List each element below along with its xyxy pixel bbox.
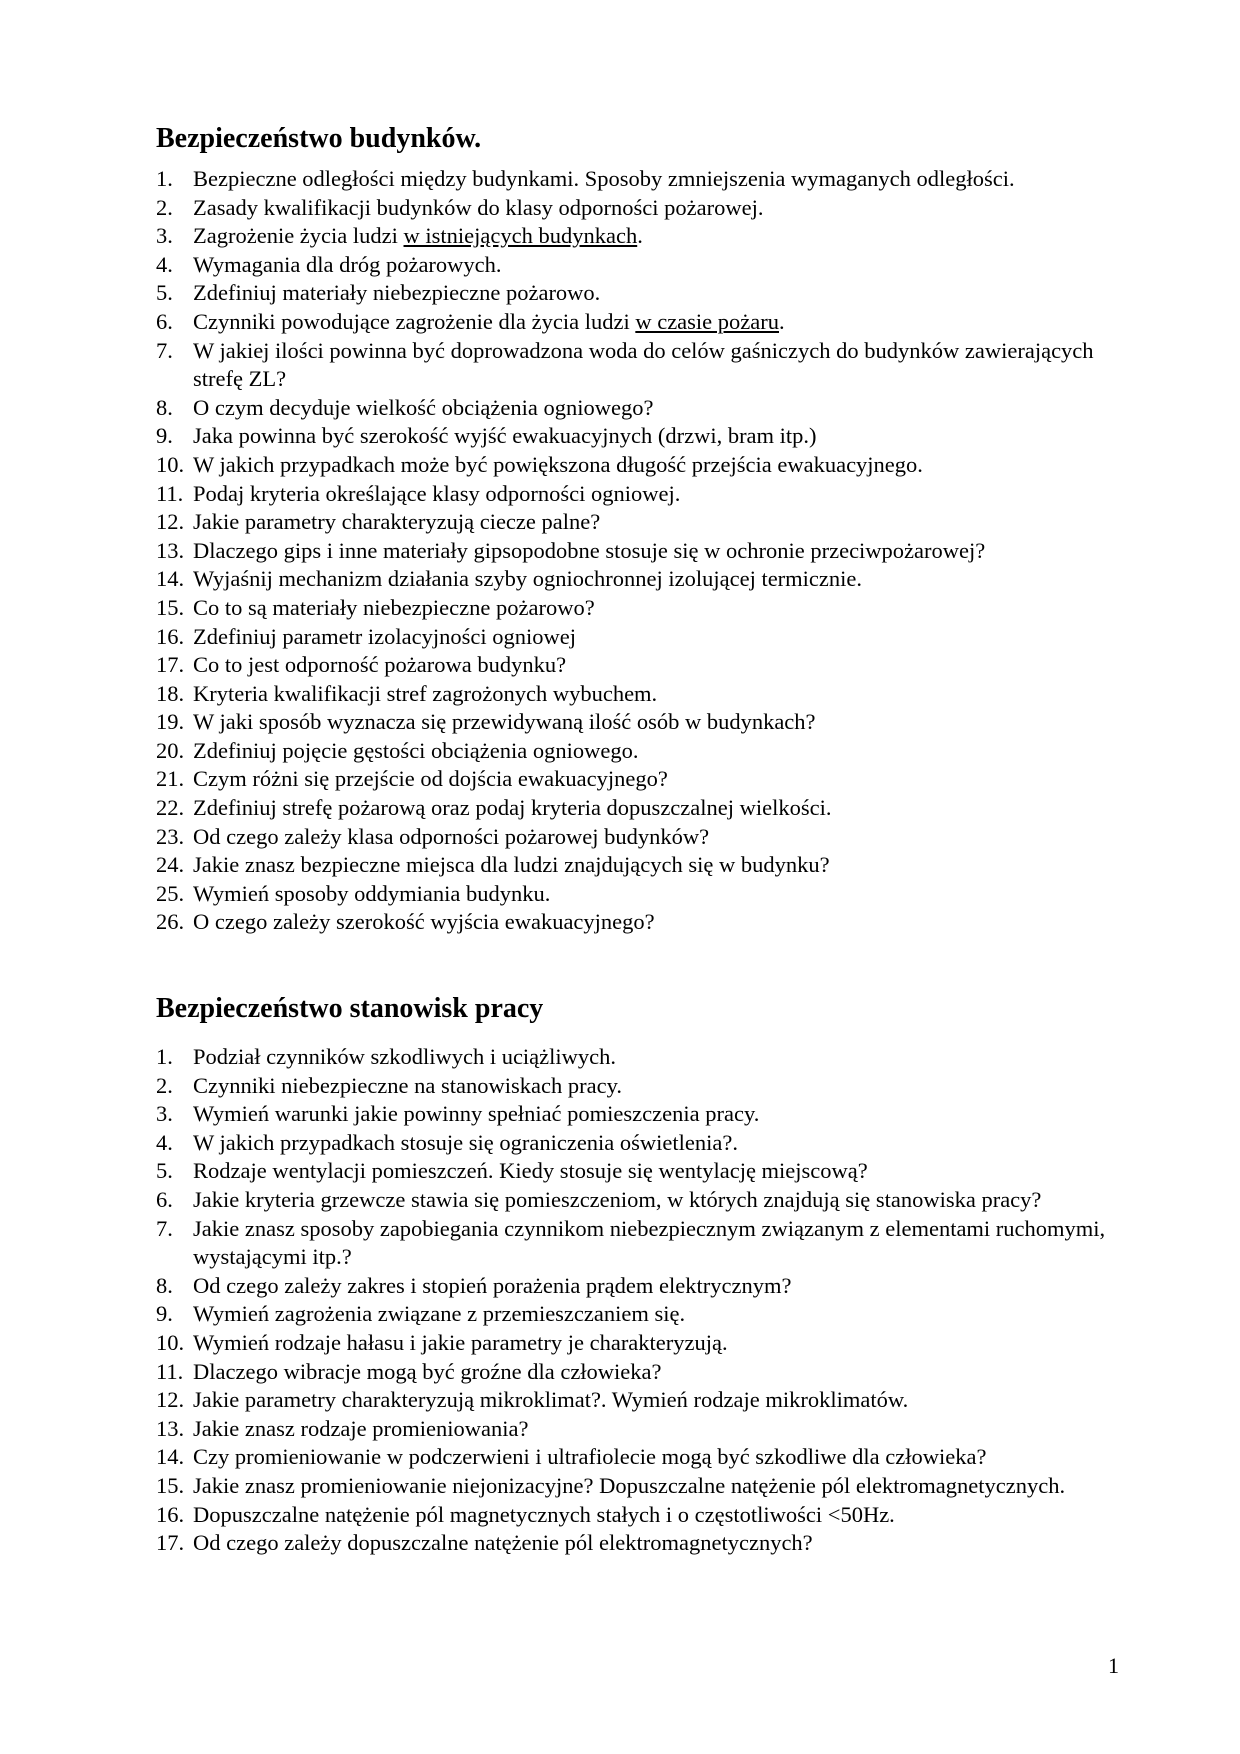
question-text-part: Wymień rodzaje hałasu i jakie parametry je charakteryzują. — [193, 1329, 728, 1355]
question-text — [193, 1101, 759, 1126]
question-item — [156, 194, 1116, 223]
question-text — [193, 166, 1015, 191]
question-text-part: Jakie parametry charakteryzują ciecze palne? — [193, 509, 601, 535]
question-item — [156, 537, 1116, 566]
question-item — [156, 1529, 1116, 1558]
question-text-part: W jakich przypadkach może być powiększona długość przejścia ewakuacyjnego. — [193, 451, 923, 477]
question-item — [156, 1443, 1116, 1472]
question-text-part: Podział czynników szkodliwych i uciążliwych. — [193, 1044, 617, 1069]
question-number: 12. — [156, 509, 185, 535]
question-number: 18. — [156, 680, 185, 706]
question-text — [193, 766, 668, 791]
question-text-part: Od czego zależy dopuszczalne natężenie pól elektromagnetycznych? — [193, 1530, 813, 1556]
question-number: 17. — [156, 1530, 185, 1556]
question-text — [193, 481, 680, 506]
question-number: 23. — [156, 823, 185, 849]
question-item — [156, 222, 1116, 251]
question-text — [193, 909, 655, 934]
question-text-part: Zasady kwalifikacji budynków do klasy odporności pożarowej. — [193, 194, 764, 220]
question-text — [193, 509, 600, 534]
question-text — [193, 709, 816, 734]
question-number: 15. — [156, 1472, 185, 1498]
question-text — [193, 423, 817, 448]
question-number: 16. — [156, 623, 185, 649]
question-text-part: Zagrożenie życia ludzi — [193, 223, 404, 249]
question-text-part: Podaj kryteria określające klasy odporności ogniowej. — [193, 480, 681, 506]
question-text — [193, 852, 830, 877]
question-number: 8. — [156, 1272, 173, 1298]
question-number: 13. — [156, 1415, 185, 1441]
question-item — [156, 1358, 1116, 1387]
question-number: 26. — [156, 909, 185, 935]
question-text-part: Czym różni się przejście od dojścia ewakuacyjnego? — [193, 766, 668, 792]
question-text — [193, 1444, 986, 1469]
question-text — [193, 252, 502, 277]
question-text — [193, 1359, 662, 1384]
question-number: 5. — [156, 1158, 173, 1184]
question-item — [156, 1472, 1116, 1501]
question-text-part: Zdefiniuj materiały niebezpieczne pożarowo. — [193, 280, 601, 306]
question-number: 2. — [156, 1072, 173, 1098]
question-item — [156, 851, 1116, 880]
question-item — [156, 279, 1116, 308]
question-text — [193, 1416, 528, 1441]
question-text-part: Co to są materiały niebezpieczne pożarowo? — [193, 594, 595, 620]
question-text-part: W jaki sposób wyznacza się przewidywaną ilość osób w budynkach? — [193, 709, 816, 735]
question-number: 1. — [156, 166, 173, 191]
question-list-workplaces — [156, 1043, 1116, 1558]
section-title-workplaces: Bezpieczeństwo stanowisk pracy — [156, 993, 544, 1024]
question-item — [156, 651, 1116, 680]
question-text-part: Dopuszczalne natężenie pól magnetycznych stałych i o częstotliwości <50Hz. — [193, 1501, 895, 1527]
question-text — [193, 738, 638, 763]
question-text — [193, 1216, 1105, 1270]
question-item — [156, 337, 1116, 394]
question-number: 17. — [156, 652, 185, 678]
question-text-part: Zdefiniuj parametr izolacyjności ogniowej — [193, 623, 576, 649]
question-item — [156, 422, 1116, 451]
question-text — [193, 1530, 813, 1555]
question-number: 9. — [156, 1301, 173, 1327]
question-text-part: Jakie parametry charakteryzują mikroklimat?. Wymień rodzaje mikroklimatów. — [193, 1387, 909, 1413]
question-text — [193, 652, 566, 677]
question-text — [193, 395, 653, 420]
question-text-part: Od czego zależy zakres i stopień porażenia prądem elektrycznym? — [193, 1272, 792, 1298]
question-text-part: Czy promieniowanie w podczerwieni i ultrafiolecie mogą być szkodliwe dla człowieka? — [193, 1444, 987, 1470]
question-item — [156, 1100, 1116, 1129]
question-number: 2. — [156, 194, 173, 220]
question-item — [156, 737, 1116, 766]
question-text-part: Jakie znasz sposoby zapobiegania czynnikom niebezpiecznym związanym z elementami ruchomymi, wystającymi itp.? — [193, 1215, 1106, 1270]
question-text-part: Wymień warunki jakie powinny spełniać pomieszczenia pracy. — [193, 1101, 760, 1127]
question-text-part: Wymagania dla dróg pożarowych. — [193, 251, 502, 277]
question-number: 3. — [156, 223, 173, 249]
question-text-part: . — [779, 308, 785, 334]
question-number: 15. — [156, 594, 185, 620]
question-text — [193, 1073, 622, 1098]
question-number: 25. — [156, 880, 185, 906]
question-item — [156, 908, 1116, 937]
question-item — [156, 594, 1116, 623]
question-item — [156, 765, 1116, 794]
question-number: 10. — [156, 1329, 185, 1355]
question-number: 11. — [156, 1358, 184, 1384]
question-text — [193, 1473, 1065, 1498]
question-text-part: Wymień zagrożenia związane z przemieszczaniem się. — [193, 1301, 686, 1327]
question-text-part: Wyjaśnij mechanizm działania szyby ogniochronnej izolującej termicznie. — [193, 566, 863, 592]
page-number: 1 — [1108, 1653, 1119, 1678]
question-number: 11. — [156, 480, 184, 506]
question-number: 21. — [156, 766, 185, 792]
question-text-part: O czego zależy szerokość wyjścia ewakuacyjnego? — [193, 909, 655, 935]
question-number: 6. — [156, 308, 173, 334]
question-text-part: Rodzaje wentylacji pomieszczeń. Kiedy stosuje się wentylację miejscową? — [193, 1158, 868, 1184]
question-number: 10. — [156, 451, 185, 477]
question-text-part: Dlaczego wibracje mogą być groźne dla człowieka? — [193, 1358, 662, 1384]
question-text — [193, 338, 1094, 392]
question-text-part: Zdefiniuj strefę pożarową oraz podaj kryteria dopuszczalnej wielkości. — [193, 795, 832, 821]
question-item — [156, 1186, 1116, 1215]
question-item — [156, 623, 1116, 652]
question-number: 16. — [156, 1501, 185, 1527]
question-item — [156, 1129, 1116, 1158]
question-text — [193, 1502, 895, 1527]
question-number: 7. — [156, 1215, 173, 1241]
question-text-part: Od czego zależy klasa odporności pożarowej budynków? — [193, 823, 710, 849]
question-text — [193, 624, 576, 649]
question-number: 8. — [156, 394, 173, 420]
question-number: 14. — [156, 1444, 185, 1470]
question-item — [156, 480, 1116, 509]
question-text — [193, 566, 862, 591]
question-text — [193, 595, 595, 620]
question-text — [193, 280, 600, 305]
question-list-buildings — [156, 165, 1116, 937]
question-number: 19. — [156, 709, 185, 735]
question-text — [193, 1187, 1041, 1212]
question-text-part: W jakiej ilości powinna być doprowadzona woda do celów gaśniczych do budynków zawierających strefę ZL? — [193, 337, 1094, 392]
question-text-part: Jakie znasz rodzaje promieniowania? — [193, 1415, 529, 1441]
question-number: 14. — [156, 566, 185, 592]
question-text — [193, 1301, 685, 1326]
question-text — [193, 795, 831, 820]
question-number: 6. — [156, 1186, 173, 1212]
question-text-part: W jakich przypadkach stosuje się ograniczenia oświetlenia?. — [193, 1129, 738, 1155]
question-item — [156, 451, 1116, 480]
question-number: 5. — [156, 280, 173, 306]
question-item — [156, 165, 1116, 194]
question-item — [156, 1157, 1116, 1186]
question-text-part: Jakie znasz promieniowanie niejonizacyjne? Dopuszczalne natężenie pól elektromagnetycznych. — [193, 1472, 1066, 1498]
question-text — [193, 309, 785, 334]
question-number: 12. — [156, 1387, 185, 1413]
question-text — [193, 1273, 791, 1298]
question-item — [156, 308, 1116, 337]
question-number: 3. — [156, 1101, 173, 1127]
question-text — [193, 1044, 616, 1069]
question-number: 4. — [156, 251, 173, 277]
question-text-part: Jaka powinna być szerokość wyjść ewakuacyjnych (drzwi, bram itp.) — [193, 423, 817, 449]
question-text-part: O czym decyduje wielkość obciążenia ogniowego? — [193, 394, 654, 420]
question-item — [156, 1501, 1116, 1530]
question-item — [156, 1272, 1116, 1301]
question-text — [193, 881, 550, 906]
question-item — [156, 251, 1116, 280]
question-item — [156, 565, 1116, 594]
question-text — [193, 452, 923, 477]
question-text-part: Czynniki powodujące zagrożenie dla życia ludzi — [193, 308, 636, 334]
question-text-part: . — [637, 223, 643, 249]
question-item — [156, 508, 1116, 537]
question-item — [156, 394, 1116, 423]
question-item — [156, 1215, 1116, 1272]
question-text — [193, 1330, 728, 1355]
question-text-part: Zdefiniuj pojęcie gęstości obciążenia ogniowego. — [193, 737, 639, 763]
question-text — [193, 1158, 868, 1183]
question-text-part: Czynniki niebezpieczne na stanowiskach pracy. — [193, 1072, 622, 1098]
question-text — [193, 1130, 738, 1155]
question-text-part: Bezpieczne odległości między budynkami. Sposoby zmniejszenia wymaganych odległości. — [193, 166, 1015, 191]
question-item — [156, 1329, 1116, 1358]
underlined-phrase: w czasie pożaru — [635, 308, 779, 334]
question-number: 20. — [156, 737, 185, 763]
question-text — [193, 824, 709, 849]
question-text-part: Jakie kryteria grzewcze stawia się pomieszczeniom, w których znajdują się stanowiska pracy? — [193, 1186, 1042, 1212]
question-item — [156, 1386, 1116, 1415]
question-number: 1. — [156, 1044, 173, 1069]
question-item — [156, 1072, 1116, 1101]
question-item — [156, 680, 1116, 709]
underlined-phrase: w istniejących budynkach — [403, 223, 638, 249]
question-item — [156, 1043, 1116, 1072]
question-item — [156, 823, 1116, 852]
section-title-buildings: Bezpieczeństwo budynków. — [156, 123, 482, 154]
question-text-part: Wymień sposoby oddymiania budynku. — [193, 880, 551, 906]
question-text-part: Co to jest odporność pożarowa budynku? — [193, 652, 567, 678]
question-number: 7. — [156, 337, 173, 363]
question-number: 22. — [156, 795, 185, 821]
question-text — [193, 223, 643, 248]
question-number: 4. — [156, 1129, 173, 1155]
question-text — [193, 538, 985, 563]
question-number: 24. — [156, 852, 185, 878]
question-text-part: Jakie znasz bezpieczne miejsca dla ludzi znajdujących się w budynku? — [193, 852, 830, 878]
question-text — [193, 1387, 908, 1412]
question-item — [156, 708, 1116, 737]
question-text-part: Kryteria kwalifikacji stref zagrożonych wybuchem. — [193, 680, 658, 706]
question-item — [156, 794, 1116, 823]
question-item — [156, 1300, 1116, 1329]
question-number: 13. — [156, 537, 185, 563]
question-item — [156, 880, 1116, 909]
question-text — [193, 195, 764, 220]
question-text — [193, 681, 657, 706]
question-item — [156, 1415, 1116, 1444]
question-number: 9. — [156, 423, 173, 449]
question-text-part: Dlaczego gips i inne materiały gipsopodobne stosuje się w ochronie przeciwpożarowej? — [193, 537, 986, 563]
